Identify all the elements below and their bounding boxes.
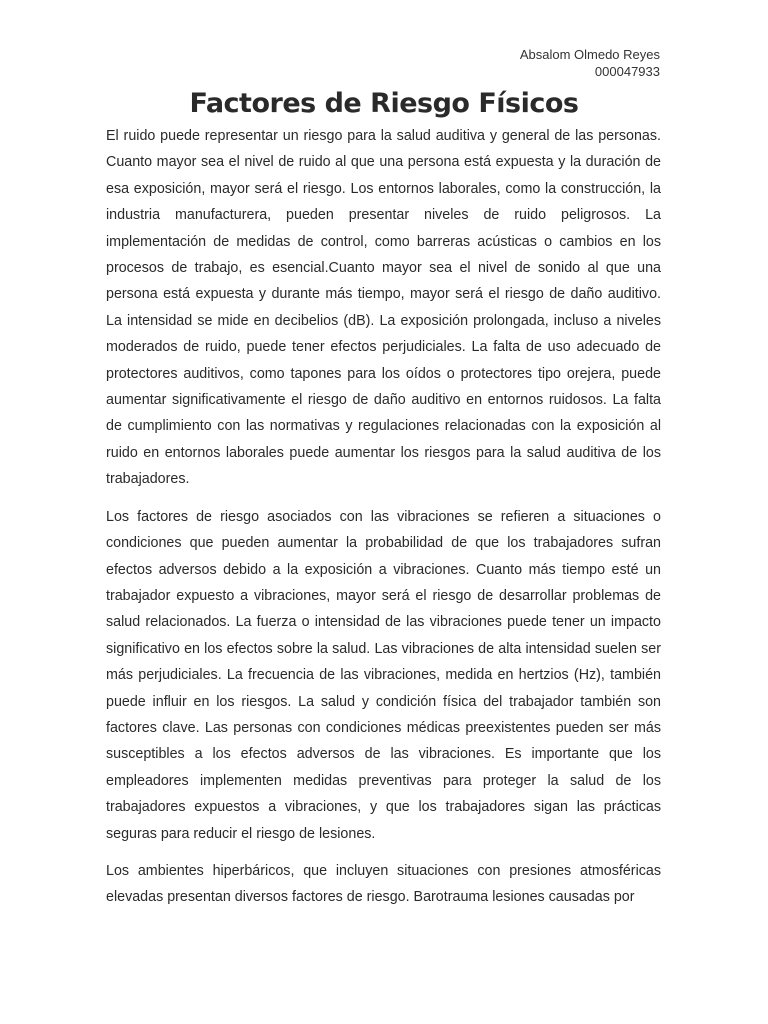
author-block: [520, 46, 660, 80]
paragraph-noise: El ruido puede representar un riesgo para la salud auditiva y general de las personas. Cuanto mayor sea el nivel de ruido al que una persona está expuesta y la duración de esa exposición, mayor será el riesgo. Los entornos laborales, como la construcción, la industria manufacturera, pueden presentar niveles de ruido peligrosos. La implementación de medidas de control, como barreras acústicas o cambios en los procesos de trabajo, es esencial.Cuanto mayor sea el nivel de sonido al que una persona está expuesta y durante más tiempo, mayor será el riesgo de daño auditivo. La intensidad se mide en decibelios (dB). La exposición prolongada, incluso a niveles moderados de ruido, puede tener efectos perjudiciales. La falta de uso adecuado de protectores auditivos, como tapones para los oídos o protectores tipo orejera, puede aumentar significativamente el riesgo de daño auditivo en entornos ruidosos. La falta de cumplimiento con las normativas y regulaciones relacionadas con la exposición al ruido en entornos laborales puede aumentar los riesgos para la salud auditiva de los trabajadores.: [106, 128, 661, 488]
document-body: [106, 123, 661, 922]
author-name: Absalom Olmedo Reyes: [519, 47, 660, 62]
author-id: 000047933: [594, 64, 660, 79]
paragraph-hyperbaric: Los ambientes hiperbáricos, que incluyen situaciones con presiones atmosféricas elevadas presentan diversos factores de riesgo. Barotrauma lesiones causadas por: [106, 862, 661, 906]
document-title: Factores de Riesgo Físicos: [189, 88, 579, 119]
paragraph-vibrations: Los factores de riesgo asociados con las vibraciones se refieren a situaciones o condiciones que pueden aumentar la probabilidad de que los trabajadores sufran efectos adversos debido a la exposición a vibraciones. Cuanto más tiempo esté un trabajador expuesto a vibraciones, mayor será el riesgo de desarrollar problemas de salud relacionados. La fuerza o intensidad de las vibraciones puede tener un impacto significativo en los efectos sobre la salud. Las vibraciones de alta intensidad suelen ser más perjudiciales. La frecuencia de las vibraciones, medida en hertzios (Hz), también puede influir en los riesgos. La salud y condición física del trabajador también son factores clave. Las personas con condiciones médicas preexistentes pueden ser más susceptibles a los efectos adversos de las vibraciones. Es importante que los empleadores implementen medidas preventivas para proteger la salud de los trabajadores expuestos a vibraciones, y que los trabajadores sigan las prácticas seguras para reducir el riesgo de lesiones.: [106, 508, 661, 842]
